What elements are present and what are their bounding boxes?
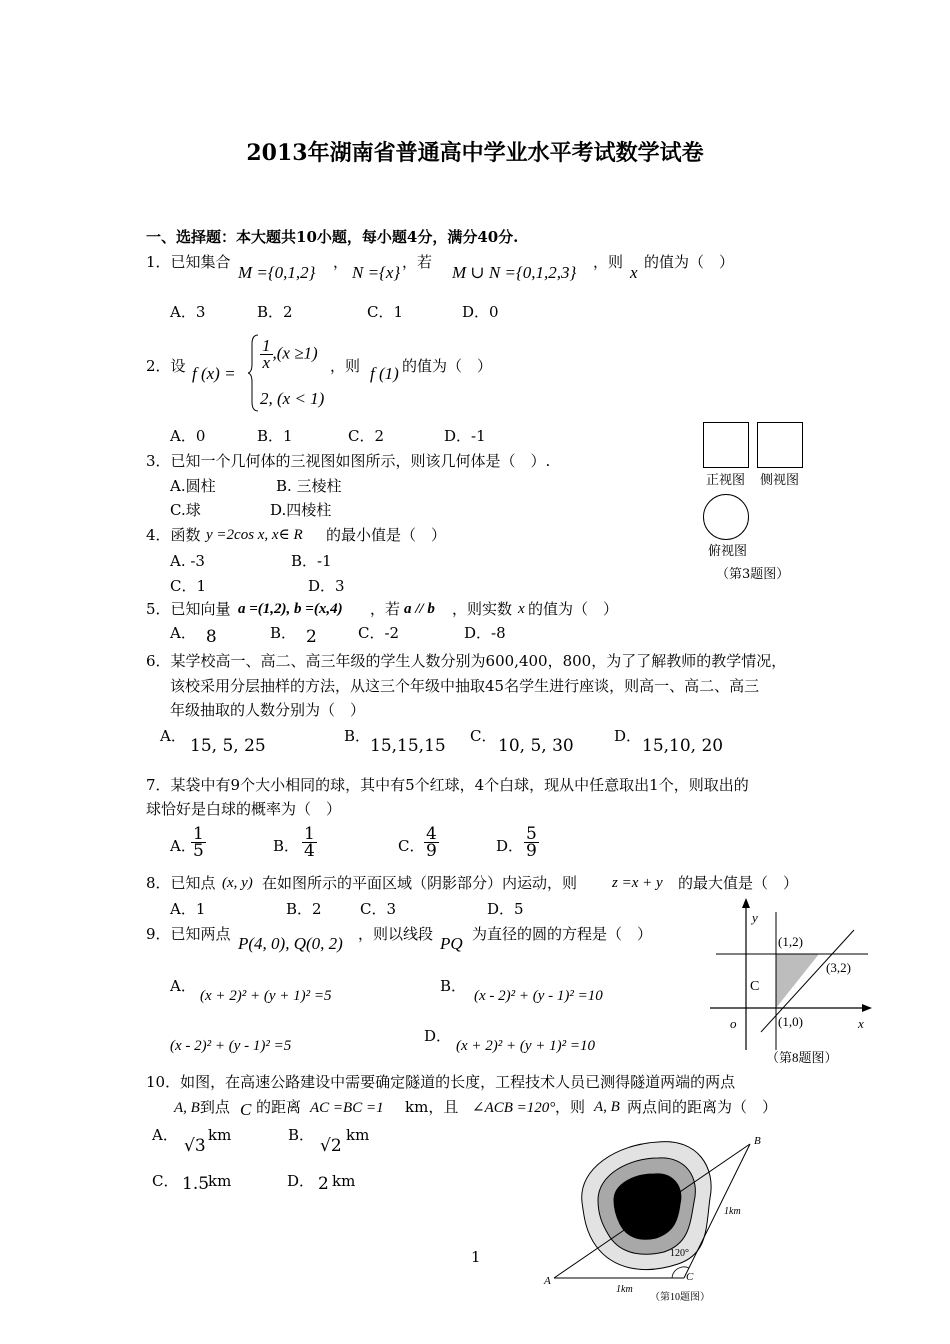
q2-case2: 2, (x < 1) — [260, 389, 325, 408]
q10-option-c-label: C． — [152, 1172, 179, 1190]
q1-union: M ∪ N ={0,1,2,3} — [452, 263, 577, 282]
q2-option-a: A．0 — [170, 427, 206, 445]
q6-line1: 6．某学校高一、高二、高三年级的学生人数分别为600,400，800，为了了解教师的教学情况， — [146, 652, 787, 670]
q7-line2: 球恰好是白球的概率为（ ） — [146, 800, 342, 818]
q9-option-b-label: B． — [440, 977, 467, 995]
q10-option-c-unit: km — [208, 1172, 232, 1190]
q10-dist: 的距离 — [256, 1098, 302, 1116]
q10-option-c-value: 1.5 — [182, 1174, 210, 1194]
q8-shaded-region — [776, 954, 819, 1008]
q2-case1-cond: ,(x ≥1) — [272, 343, 318, 363]
q6-option-a-value: 15, 5, 25 — [190, 736, 266, 756]
q9-option-c-value: (x - 2)² + (y - 1)² =5 — [170, 1038, 292, 1054]
q1-option-b: B．2 — [257, 303, 293, 321]
q1-comma2: ，若 — [402, 253, 433, 271]
q3-option-b: B. 三棱柱 — [276, 477, 342, 495]
q5-expr: a =(1,2), b =(x,4) — [238, 601, 343, 617]
q5-x: x — [518, 601, 525, 617]
page-title: 2013年湖南省普通高中学业水平考试数学试卷 — [246, 140, 704, 166]
q8-tail: 的最大值是（ ） — [678, 874, 799, 892]
q7-d-num: 5 — [526, 824, 537, 844]
q9-option-a-value: (x + 2)² + (y + 1)² =5 — [200, 988, 332, 1004]
q9-tail: 为直径的圆的方程是（ ） — [472, 925, 653, 943]
q7-option-c-label: C． — [398, 837, 425, 855]
q1-option-c: C．1 — [367, 303, 404, 321]
q4-option-d: D．3 — [308, 577, 345, 595]
q8-point: (x, y) — [222, 875, 253, 891]
q2-f: f (x) = — [192, 364, 236, 383]
q8-c-label: C — [750, 979, 760, 994]
q2-num: 2．设 — [146, 357, 186, 375]
q2-then: ，则 — [330, 357, 361, 375]
q3-caption: （第3题图） — [716, 567, 790, 582]
q4-option-c: C．1 — [170, 577, 207, 595]
q6-option-d-label: D． — [614, 727, 642, 745]
q10-tail: 两点间的距离为（ ） — [627, 1098, 778, 1116]
q2-tail: 的值为（ ） — [402, 357, 493, 375]
q3-side-view-square — [757, 422, 803, 468]
q5-option-a-value: 8 — [205, 627, 217, 647]
q10-option-d-unit: km — [332, 1172, 356, 1190]
q2-option-b: B．1 — [257, 427, 293, 445]
q7-a-num: 1 — [193, 824, 204, 844]
q9-mid: ，则以线段 — [358, 925, 434, 943]
q1-x: x — [630, 263, 638, 282]
q8-y-label: y — [752, 910, 758, 925]
q6-option-d-value: 15,10, 20 — [642, 736, 724, 756]
q9-points: P(4, 0), Q(0, 2) — [238, 934, 343, 953]
q5-option-b — [270, 624, 317, 647]
q10-angle: ∠ACB =120° — [472, 1100, 556, 1116]
q2-f1: f (1) — [370, 364, 399, 383]
q5-num: 5．已知向量 — [146, 600, 231, 618]
q3-option-a: A.圆柱 — [170, 477, 216, 495]
q1-stem — [146, 253, 231, 271]
q7-line1: 7．某袋中有9个大小相同的球，其中有5个红球，4个白球，现从中任意取出1个，则取出的 — [146, 776, 749, 794]
q3-stem: 3．已知一个几何体的三视图如图所示，则该几何体是（ ）. — [146, 452, 551, 470]
q1-then: ，则 — [593, 253, 624, 271]
q1-num: 1． — [146, 253, 171, 271]
q1-set-m: M ={0,1,2} — [238, 263, 316, 282]
q10-option-d-value: 2 — [318, 1174, 329, 1194]
q1-tail: 的值为（ ） — [644, 253, 735, 271]
q9-option-b-value: (x - 2)² + (y - 1)² =10 — [474, 988, 603, 1004]
q10-km: km，且 — [405, 1098, 459, 1116]
q7-option-b-label: B． — [273, 837, 300, 855]
q5-option-a — [170, 624, 217, 647]
q5-option-b-value: 2 — [306, 627, 317, 647]
q10-option-b-unit: km — [346, 1126, 370, 1144]
q10-to-c: 到点 — [199, 1098, 230, 1116]
q10-hill-inner — [614, 1174, 681, 1239]
q5-parallel: a // b — [404, 601, 435, 617]
q5-option-a-label: A． — [170, 624, 196, 642]
q4-num: 4．函数 — [146, 526, 201, 544]
q9-option-a-label: A． — [170, 977, 196, 995]
q10-caption: （第10题图） — [650, 1292, 710, 1303]
q10-label-c: C — [686, 1271, 694, 1283]
q9-option-d-value: (x + 2)² + (y + 1)² =10 — [456, 1038, 596, 1054]
q8-point-32: (3,2) — [826, 960, 851, 975]
q10-tunnel-figure — [538, 1128, 778, 1304]
q10-c: C — [240, 1100, 252, 1119]
q8-num: 8．已知点 — [146, 874, 216, 892]
q7-option-b-frac — [302, 826, 317, 859]
q4-tail: 的最小值是（ ） — [326, 526, 447, 544]
q10-option-a-label: A． — [152, 1126, 178, 1144]
section-heading: 一、选择题：本大题共10小题，每小题4分，满分40分. — [146, 228, 519, 246]
q5-option-b-label: B． — [270, 624, 297, 642]
q5-mid: ，若 — [370, 600, 401, 618]
q5-option-c: C．-2 — [358, 624, 400, 642]
q6-line3: 年级抽取的人数分别为（ ） — [170, 701, 366, 719]
q8-caption: （第8题图） — [766, 1050, 838, 1065]
q2-case1-num: 1 — [262, 336, 271, 355]
q8-x-label: x — [858, 1016, 864, 1031]
q2-case1 — [260, 338, 318, 371]
q8-point-12: (1,2) — [778, 934, 803, 949]
q10-then: ，则 — [555, 1098, 586, 1116]
q10-label-a: A — [544, 1275, 551, 1287]
q10-option-d-label: D． — [287, 1172, 315, 1190]
q3-top-view-circle — [703, 494, 749, 540]
q7-b-den: 4 — [304, 841, 315, 861]
q7-d-den: 9 — [526, 841, 537, 861]
q10-option-a-unit: km — [208, 1126, 232, 1144]
q9-pq: PQ — [440, 934, 463, 953]
q6-line2: 该校采用分层抽样的方法，从这三个年级中抽取45名学生进行座谈，则高一、高二、高三 — [170, 677, 760, 695]
q3-option-d: D.四棱柱 — [270, 501, 332, 519]
q4-option-a: A. -3 — [170, 552, 205, 570]
q10-line1: 10．如图，在高速公路建设中需要确定隧道的长度，工程技术人员已测得隧道两端的两点 — [146, 1073, 736, 1091]
q6-option-b-value: 15,15,15 — [370, 736, 446, 756]
q3-option-c: C.球 — [170, 501, 201, 519]
q10-label-ac: 1km — [616, 1284, 633, 1295]
q8-diagonal-line — [761, 930, 854, 1032]
q1-option-a: A．3 — [170, 303, 206, 321]
q8-y-arrow — [742, 898, 750, 908]
q8-z: z =x + y — [612, 875, 663, 891]
q9-num: 9．已知两点 — [146, 925, 231, 943]
q8-region-figure — [704, 892, 880, 1074]
q8-point-10: (1,0) — [778, 1014, 803, 1029]
q3-front-label: 正视图 — [706, 473, 746, 488]
q7-option-a-frac — [191, 826, 206, 859]
q7-c-num: 4 — [426, 824, 437, 844]
q8-x-arrow — [862, 1004, 872, 1012]
q7-a-den: 5 — [193, 841, 204, 861]
q10-label-angle: 120° — [670, 1248, 689, 1259]
q3-top-label: 俯视图 — [708, 544, 748, 559]
q1-comma1: ， — [333, 253, 349, 271]
q4-expr: y =2cos x, x∈ R — [206, 527, 303, 543]
q10-option-b-value: √2 — [320, 1136, 342, 1156]
q9-option-d-label: D． — [424, 1027, 452, 1045]
q7-option-d-label: D． — [496, 837, 524, 855]
q6-option-b-label: B． — [344, 727, 371, 745]
q1-stem-a: 已知集合 — [170, 253, 231, 271]
q2-option-d: D．-1 — [444, 427, 486, 445]
q10-ab: A, B — [174, 1100, 200, 1116]
q8-mid: 在如图所示的平面区域（阴影部分）内运动，则 — [262, 874, 578, 892]
q7-option-a-label: A． — [170, 837, 196, 855]
q8-option-a: A．1 — [170, 900, 206, 918]
q10-option-b-label: B． — [288, 1126, 315, 1144]
q3-side-label: 侧视图 — [760, 473, 800, 488]
q7-option-d-frac — [524, 826, 539, 859]
q5-tail: ，则实数 — [452, 600, 513, 618]
q8-origin-label: o — [730, 1016, 737, 1031]
q10-label-bc: 1km — [724, 1206, 741, 1217]
q6-option-c-label: C． — [470, 727, 497, 745]
q10-line2 — [174, 1098, 230, 1117]
q5-option-d: D．-8 — [464, 624, 506, 642]
q5-tail2: 的值为（ ） — [528, 600, 619, 618]
q3-front-view-square — [703, 422, 749, 468]
q7-option-c-frac — [424, 826, 439, 859]
q1-set-n: N ={x} — [352, 263, 401, 282]
q8-option-d: D．5 — [487, 900, 524, 918]
q2-option-c: C．2 — [348, 427, 385, 445]
q6-option-a-label: A． — [160, 727, 186, 745]
q7-b-num: 1 — [304, 824, 315, 844]
q2-case1-den: x — [262, 353, 271, 372]
page-number: 1 — [471, 1248, 481, 1266]
q10-option-a-value: √3 — [184, 1136, 206, 1156]
q7-c-den: 9 — [426, 841, 437, 861]
q1-option-d: D．0 — [462, 303, 499, 321]
q6-option-c-value: 10, 5, 30 — [498, 736, 574, 756]
q2-brace — [248, 334, 260, 412]
q4-option-b: B．-1 — [291, 552, 332, 570]
q8-option-c: C．3 — [360, 900, 397, 918]
q8-option-b: B．2 — [286, 900, 322, 918]
q10-acbc: AC =BC =1 — [310, 1100, 384, 1116]
q10-label-b: B — [754, 1135, 761, 1147]
q10-ab2: A, B — [594, 1099, 620, 1115]
